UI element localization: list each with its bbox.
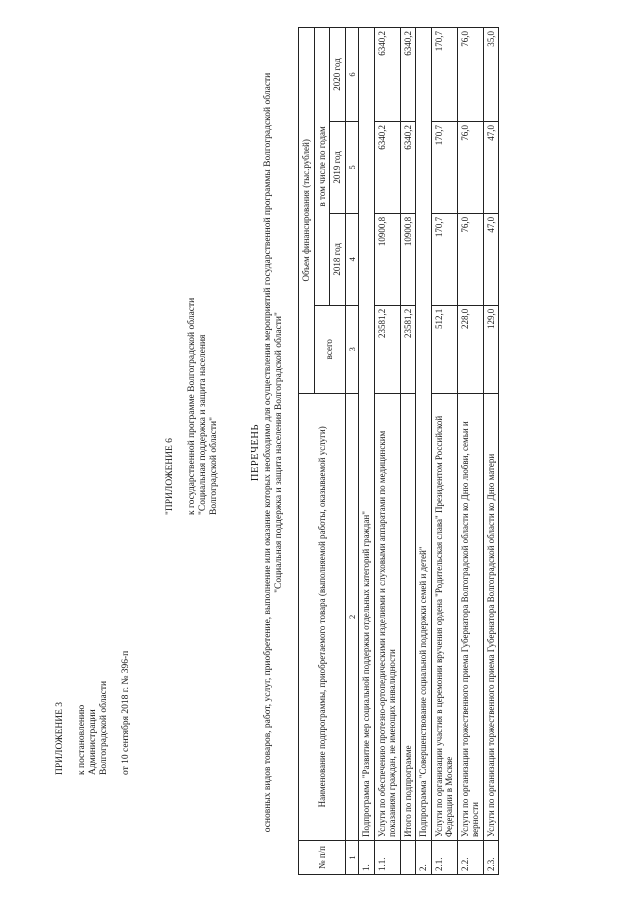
table-row [431,28,457,875]
row-number: 2.2. [457,841,483,875]
subtotal-label: Итого по подпрограмме [400,393,416,840]
value-2020: 6340,2 [374,28,400,122]
total-value: 23581,2 [374,305,400,393]
document-title: ПЕРЕЧЕНЬ [250,423,261,482]
appendix-6-title: "ПРИЛОЖЕНИЕ 6 [165,438,175,515]
value-2020: 76,0 [457,28,483,122]
approval-date-line: от 10 сентября 2018 г. № 396-п [121,650,131,775]
row-number: 2.3. [483,841,499,875]
row-number: 1. [359,841,375,875]
subprogram-name: Подпрограмма "Совершенствование социальной поддержки семей и детей" [416,28,432,841]
column-index: 3 [345,305,359,393]
value-2020: 35,0 [483,28,499,122]
financing-table [298,27,499,875]
approval-line: к постановлению [77,704,87,775]
table-row [416,28,432,875]
total-value: 129,0 [483,305,499,393]
value-2020: 6340,2 [400,28,416,122]
table-row [374,28,400,875]
approval-block [55,651,132,775]
column-index: 4 [345,213,359,305]
value-2018: 76,0 [457,213,483,305]
row-number: 1.1. [374,841,400,875]
appendix-6-line: к государственной программе Волгоградской области [187,297,197,515]
total-value: 228,0 [457,305,483,393]
appendix-6-block [165,255,220,515]
value-2019: 47,0 [483,121,499,213]
value-2018: 170,7 [431,213,457,305]
approval-line: Администрации [88,709,98,775]
value-2020: 170,7 [431,28,457,122]
header-number: № п/п [299,841,346,875]
value-2019: 6340,2 [374,121,400,213]
header-2019: 2019 год [330,121,346,213]
service-name: Услуги по обеспечению протезно-ортопедическими изделиями и слуховыми аппаратами по медицинским показаниям граждан, не имеющих инвалидности [374,393,400,840]
table-row [400,28,416,875]
header-volume: Объем финансирования (тыс.рублей) [299,28,315,394]
header-by-years: в том числе по годам [314,28,330,306]
value-2019: 6340,2 [400,121,416,213]
document-subtitle: основных видов товаров, работ, услуг, приобретение, выполнение или оказание которых необходимо для осуществления мероприятий государственной программы Волгоградской области "Социальная поддержка и защита населения Волгоградской области" [263,72,284,833]
column-index: 2 [345,393,359,840]
column-index: 1 [345,841,359,875]
service-name: Услуги по организации торжественного приема Губернатора Волгоградской области ко Дню любви, семьи и верности [457,393,483,840]
service-name: Услуги по организации торжественного приема Губернатора Волгоградской области ко Дню матери [483,393,499,840]
table-row [457,28,483,875]
row-number [400,841,416,875]
service-name: Услуги по организации участия в церемонии вручения ордена "Родительская слава" Президентом Российской Федерации в Москве [431,393,457,840]
header-total: всего [314,305,345,393]
appendix-6-line: "Социальная поддержка и защита населения [198,334,208,515]
value-2019: 76,0 [457,121,483,213]
table-row [483,28,499,875]
value-2018: 10900,8 [400,213,416,305]
row-number: 2. [416,841,432,875]
column-index: 6 [345,28,359,122]
header-2018: 2018 год [330,213,346,305]
row-number: 2.1. [431,841,457,875]
value-2018: 47,0 [483,213,499,305]
value-2018: 10900,8 [374,213,400,305]
header-2020: 2020 год [330,28,346,122]
appendix-6-line: Волгоградской области" [209,416,219,515]
value-2019: 170,7 [431,121,457,213]
approval-line: Волгоградской области [99,680,109,775]
subprogram-name: Подпрограмма "Развитие мер социальной поддержки отдельных категорий граждан" [359,28,375,841]
total-value: 512,1 [431,305,457,393]
column-index: 5 [345,121,359,213]
appendix-3-title: ПРИЛОЖЕНИЕ 3 [55,701,65,775]
table-row [359,28,375,875]
header-name: Наименование подпрограммы, приобретаемого товара (выполняемой работы, оказываемой услуги) [299,393,346,840]
total-value: 23581,2 [400,305,416,393]
